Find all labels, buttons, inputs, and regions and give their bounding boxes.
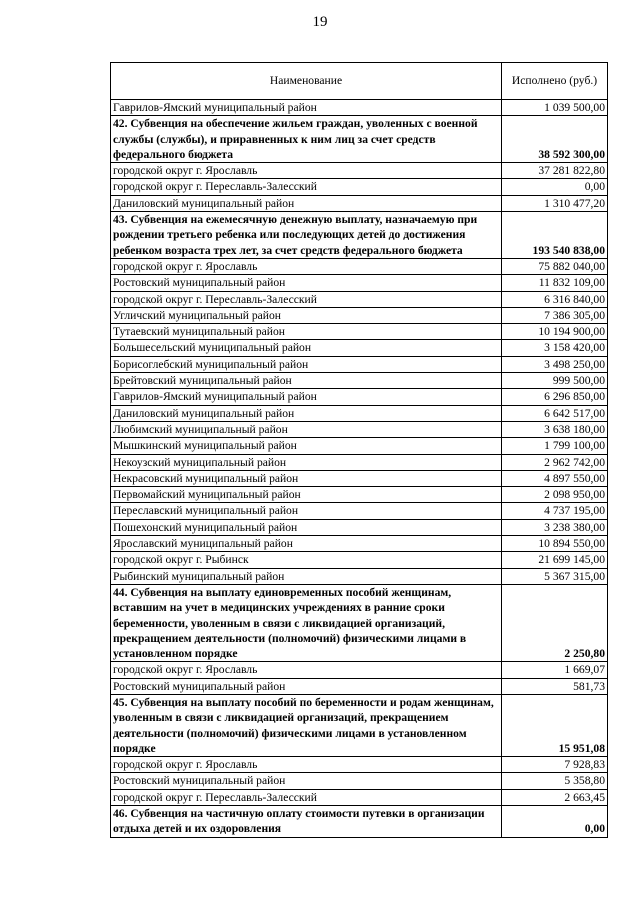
section-row [111,806,608,838]
recipient-name: Ростовский муниципальный район [111,773,502,789]
column-header-amount: Исполнено (руб.) [502,63,608,100]
recipient-name: Пошехонский муниципальный район [111,519,502,535]
amount-executed: 3 238 380,00 [502,519,608,535]
amount-executed: 6 316 840,00 [502,291,608,307]
amount-executed: 6 642 517,00 [502,405,608,421]
budget-execution-table [110,62,608,838]
amount-executed: 2 663,45 [502,789,608,805]
table-row [111,454,608,470]
amount-executed: 11 832 109,00 [502,275,608,291]
section-title: 46. Субвенция на частичную оплату стоимости путевки в организации отдыха детей и их оздоровления [111,806,502,838]
amount-executed: 999 500,00 [502,373,608,389]
amount-executed: 2 098 950,00 [502,487,608,503]
table-row [111,662,608,678]
table-row [111,757,608,773]
recipient-name: городской округ г. Переславль-Залесский [111,291,502,307]
amount-executed: 21 699 145,00 [502,552,608,568]
recipient-name: Ростовский муниципальный район [111,275,502,291]
table-row [111,258,608,274]
section-total: 193 540 838,00 [502,212,608,259]
recipient-name: Некоузский муниципальный район [111,454,502,470]
amount-executed: 7 386 305,00 [502,307,608,323]
recipient-name: городской округ г. Переславль-Залесский [111,179,502,195]
amount-executed: 6 296 850,00 [502,389,608,405]
amount-executed: 5 358,80 [502,773,608,789]
recipient-name: Даниловский муниципальный район [111,195,502,211]
recipient-name: Брейтовский муниципальный район [111,373,502,389]
recipient-name: городской округ г. Рыбинск [111,552,502,568]
recipient-name: Борисоглебский муниципальный район [111,356,502,372]
recipient-name: Некрасовский муниципальный район [111,470,502,486]
amount-executed: 581,73 [502,678,608,694]
recipient-name: Гаврилов-Ямский муниципальный район [111,389,502,405]
recipient-name: Мышкинский муниципальный район [111,438,502,454]
table-row [111,536,608,552]
section-total: 15 951,08 [502,694,608,756]
table-row [111,678,608,694]
recipient-name: Даниловский муниципальный район [111,405,502,421]
table-row [111,552,608,568]
table-row [111,421,608,437]
table-row [111,163,608,179]
section-total: 38 592 300,00 [502,116,608,163]
table-row [111,373,608,389]
recipient-name: городской округ г. Переславль-Залесский [111,789,502,805]
amount-executed: 1 039 500,00 [502,100,608,116]
table-row [111,568,608,584]
section-row [111,694,608,756]
recipient-name: Гаврилов-Ямский муниципальный район [111,100,502,116]
table-row [111,438,608,454]
recipient-name: Переславский муниципальный район [111,503,502,519]
table-row [111,100,608,116]
table-row [111,324,608,340]
section-row [111,584,608,661]
recipient-name: городской округ г. Ярославль [111,662,502,678]
recipient-name: городской округ г. Ярославль [111,163,502,179]
table-row [111,307,608,323]
page-number: 19 [312,14,328,30]
section-total: 2 250,80 [502,584,608,661]
section-title: 44. Субвенция на выплату единовременных пособий женщинам, вставшим на учет в медицинских учреждениях в ранние сроки беременности, уволенным в связи с ликвидацией организаций, прекращением деятельности (полномочий) физическими лицами в установленном порядке [111,584,502,661]
table-row [111,503,608,519]
section-title: 42. Субвенция на обеспечение жильем граждан, уволенных с военной службы (службы), и приравненных к ним лиц за счет средств федерального бюджета [111,116,502,163]
recipient-name: Первомайский муниципальный район [111,487,502,503]
recipient-name: городской округ г. Ярославль [111,258,502,274]
recipient-name: Ростовский муниципальный район [111,678,502,694]
section-row [111,212,608,259]
table-row [111,470,608,486]
recipient-name: Большесельский муниципальный район [111,340,502,356]
table-row [111,356,608,372]
table-row [111,340,608,356]
recipient-name: Рыбинский муниципальный район [111,568,502,584]
amount-executed: 4 897 550,00 [502,470,608,486]
table-row [111,179,608,195]
recipient-name: Угличский муниципальный район [111,307,502,323]
table-body [111,100,608,838]
amount-executed: 3 638 180,00 [502,421,608,437]
amount-executed: 4 737 195,00 [502,503,608,519]
amount-executed: 3 498 250,00 [502,356,608,372]
table-row [111,773,608,789]
column-header-name: Наименование [111,63,502,100]
table-row [111,487,608,503]
amount-executed: 0,00 [502,179,608,195]
table-header-row [111,63,608,100]
amount-executed: 7 928,83 [502,757,608,773]
table-row [111,789,608,805]
amount-executed: 1 669,07 [502,662,608,678]
table-row [111,389,608,405]
amount-executed: 3 158 420,00 [502,340,608,356]
amount-executed: 2 962 742,00 [502,454,608,470]
amount-executed: 10 194 900,00 [502,324,608,340]
amount-executed: 75 882 040,00 [502,258,608,274]
table-row [111,291,608,307]
amount-executed: 5 367 315,00 [502,568,608,584]
recipient-name: Ярославский муниципальный район [111,536,502,552]
table-row [111,195,608,211]
amount-executed: 1 310 477,20 [502,195,608,211]
section-title: 43. Субвенция на ежемесячную денежную выплату, назначаемую при рождении третьего ребенка или последующих детей до достижения ребенком возраста трех лет, за счет средств федерального бюджета [111,212,502,259]
amount-executed: 37 281 822,80 [502,163,608,179]
section-title: 45. Субвенция на выплату пособий по беременности и родам женщинам, уволенным в связи с ликвидацией организаций, прекращением деятельности (полномочий) физическими лицами в установленном порядке [111,694,502,756]
table-row [111,519,608,535]
section-total: 0,00 [502,806,608,838]
section-row [111,116,608,163]
amount-executed: 10 894 550,00 [502,536,608,552]
recipient-name: Тутаевский муниципальный район [111,324,502,340]
recipient-name: городской округ г. Ярославль [111,757,502,773]
recipient-name: Любимский муниципальный район [111,421,502,437]
table-row [111,275,608,291]
table-row [111,405,608,421]
amount-executed: 1 799 100,00 [502,438,608,454]
